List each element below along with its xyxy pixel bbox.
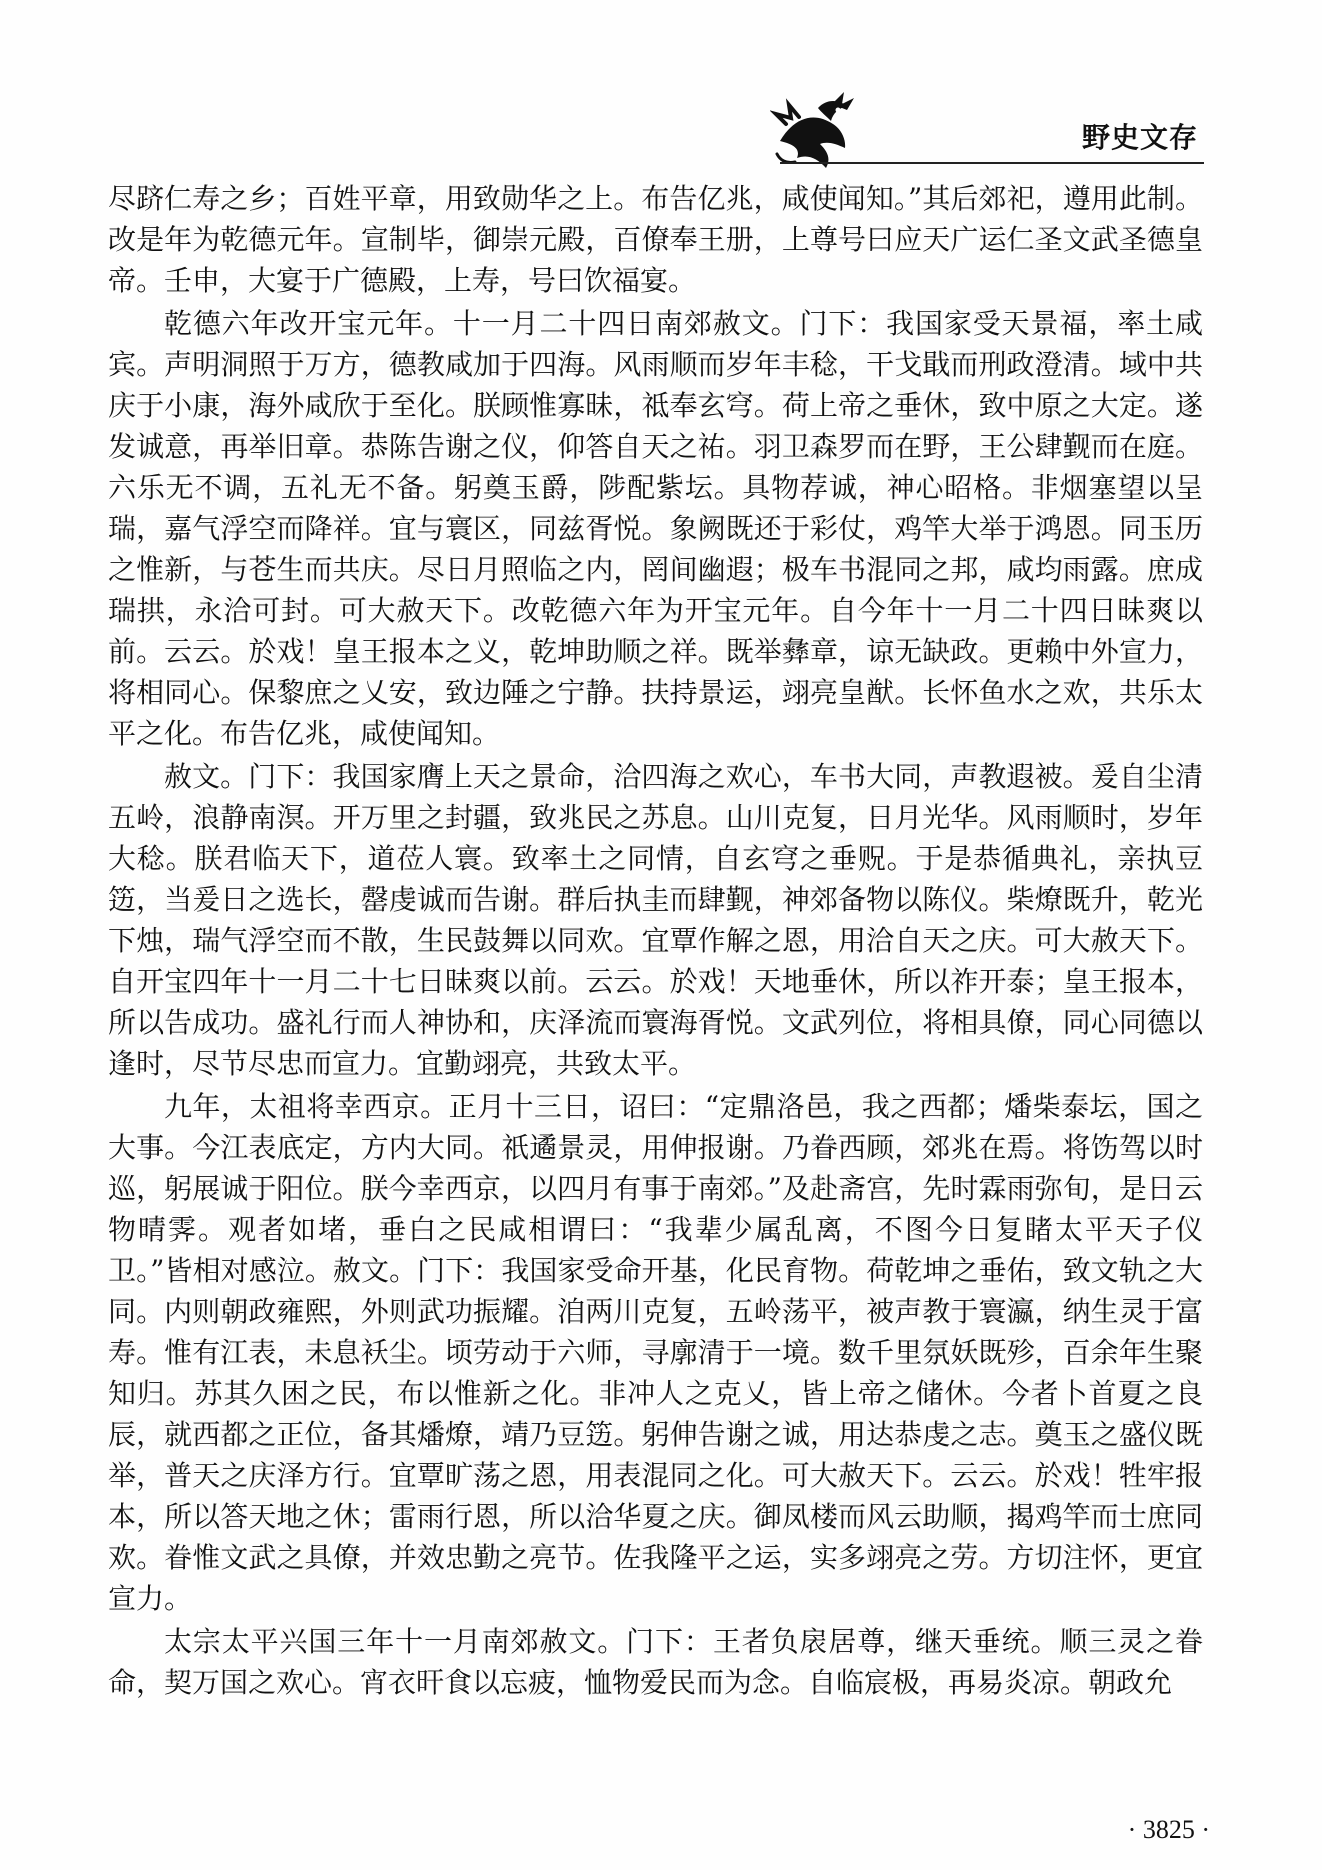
page-header-title: 野史文存 [1081,121,1198,154]
paragraph-1: 尽跻仁寿之乡；百姓平章，用致勋华之上。布告亿兆，咸使闻知。”其后郊祀，遵用此制。改是年为乾德元年。宣制毕，御崇元殿，百僚奉王册，上尊号曰应天广运仁圣文武圣德皇帝。壬申，大宴于广德殿，上寿，号曰饮福宴。 [108,182,1203,297]
paragraph-3: 赦文。门下：我国家膺上天之景命，洽四海之欢心，车书大同，声教遐被。爰自尘清五岭，浪静南溟。开万里之封疆，致兆民之苏息。山川克复，日月光华。风雨顺时，岁年大稔。朕君临天下，道莅人寰。致率土之同情，自玄穹之垂贶。于是恭循典礼，亲执豆笾，当爰日之选长，罄虔诚而告谢。群后执圭而肆觐，神郊备物以陈仪。柴燎既升，乾光下烛，瑞气浮空而不散，生民鼓舞以同欢。宜覃作解之恩，用洽自天之庆。可大赦天下。自开宝四年十一月二十七日昧爽以前。云云。於戏！天地垂休，所以祚开泰；皇王报本，所以告成功。盛礼行而人神协和，庆泽流而寰海胥悦。文武列位，将相具僚，同心同德以逢时，尽节尽忠而宣力。宜勤翊亮，共致太平。 [108,760,1203,1080]
page-number: · 3825 · [1127,1815,1210,1844]
page-body [108,178,1203,1705]
page-header [0,0,1322,180]
header-divider [780,162,1204,164]
paragraph-2: 乾德六年改开宝元年。十一月二十四日南郊赦文。门下：我国家受天景福，率土咸宾。声明洞照于万方，德教咸加于四海。风雨顺而岁年丰稔，干戈戢而刑政澄清。域中共庆于小康，海外咸欣于至化。朕顾惟寡昧，祗奉玄穹。荷上帝之垂休，致中原之大定。遂发诚意，再举旧章。恭陈告谢之仪，仰答自天之祐。羽卫森罗而在野，王公肆觐而在庭。六乐无不调，五礼无不备。躬奠玉爵，陟配紫坛。具物荐诚，神心昭格。非烟塞望以呈瑞，嘉气浮空而降祥。宜与寰区，同兹胥悦。象阙既还于彩仗，鸡竿大举于鸿恩。同玉历之惟新，与苍生而共庆。尽日月照临之内，罔间幽遐；极车书混同之邦，咸均雨露。庶成瑞拱，永洽可封。可大赦天下。改乾德六年为开宝元年。自今年十一月二十四日昧爽以前。云云。於戏！皇王报本之义，乾坤助顺之祥。既举彝章，谅无缺政。更赖中外宣力，将相同心。保黎庶之乂安，致边陲之宁静。扶持景运，翊亮皇猷。长怀鱼水之欢，共乐太平之化。布告亿兆，咸使闻知。 [108,307,1203,750]
paragraph-5: 太宗太平兴国三年十一月南郊赦文。门下：王者负扆居尊，继天垂统。顺三灵之眷命，契万国之欢心。宵衣旰食以忘疲，恤物爱民而为念。自临宸极，再易炎凉。朝政允 [108,1625,1203,1699]
paragraph-4: 九年，太祖将幸西京。正月十三日，诏曰：“定鼎洛邑，我之西都；燔柴泰坛，国之大事。今江表底定，方内大同。祇遹景灵，用伸报谢。乃眷西顾，郊兆在焉。将饬驾以时巡，躬展诚于阳位。朕今幸西京，以四月有事于南郊。”及赴斋宫，先时霖雨弥旬，是日云物晴霁。观者如堵，垂白之民咸相谓曰：“我辈少属乱离，不图今日复睹太平天子仪卫。”皆相对感泣。赦文。门下：我国家受命开基，化民育物。荷乾坤之垂佑，致文轨之大同。内则朝政雍熙，外则武功振耀。洎两川克复，五岭荡平，被声教于寰瀛，纳生灵于富寿。惟有江表，未息袄尘。顷劳动于六师，寻廓清于一境。数千里氛妖既殄，百余年生聚知归。苏其久困之民，布以惟新之化。非冲人之克乂，皆上帝之储休。今者卜首夏之良辰，就西都之正位，备其燔燎，靖乃豆笾。躬伸告谢之诚，用达恭虔之志。奠玉之盛仪既举，普天之庆泽方行。宜覃旷荡之恩，用表混同之化。可大赦天下。云云。於戏！牲牢报本，所以答天地之休；雷雨行恩，所以洽华夏之庆。御凤楼而风云助顺，揭鸡竿而士庶同欢。眷惟文武之具僚，并效忠勤之亮节。佐我隆平之运，实多翊亮之劳。方切注怀，更宜宣力。 [108,1090,1203,1615]
